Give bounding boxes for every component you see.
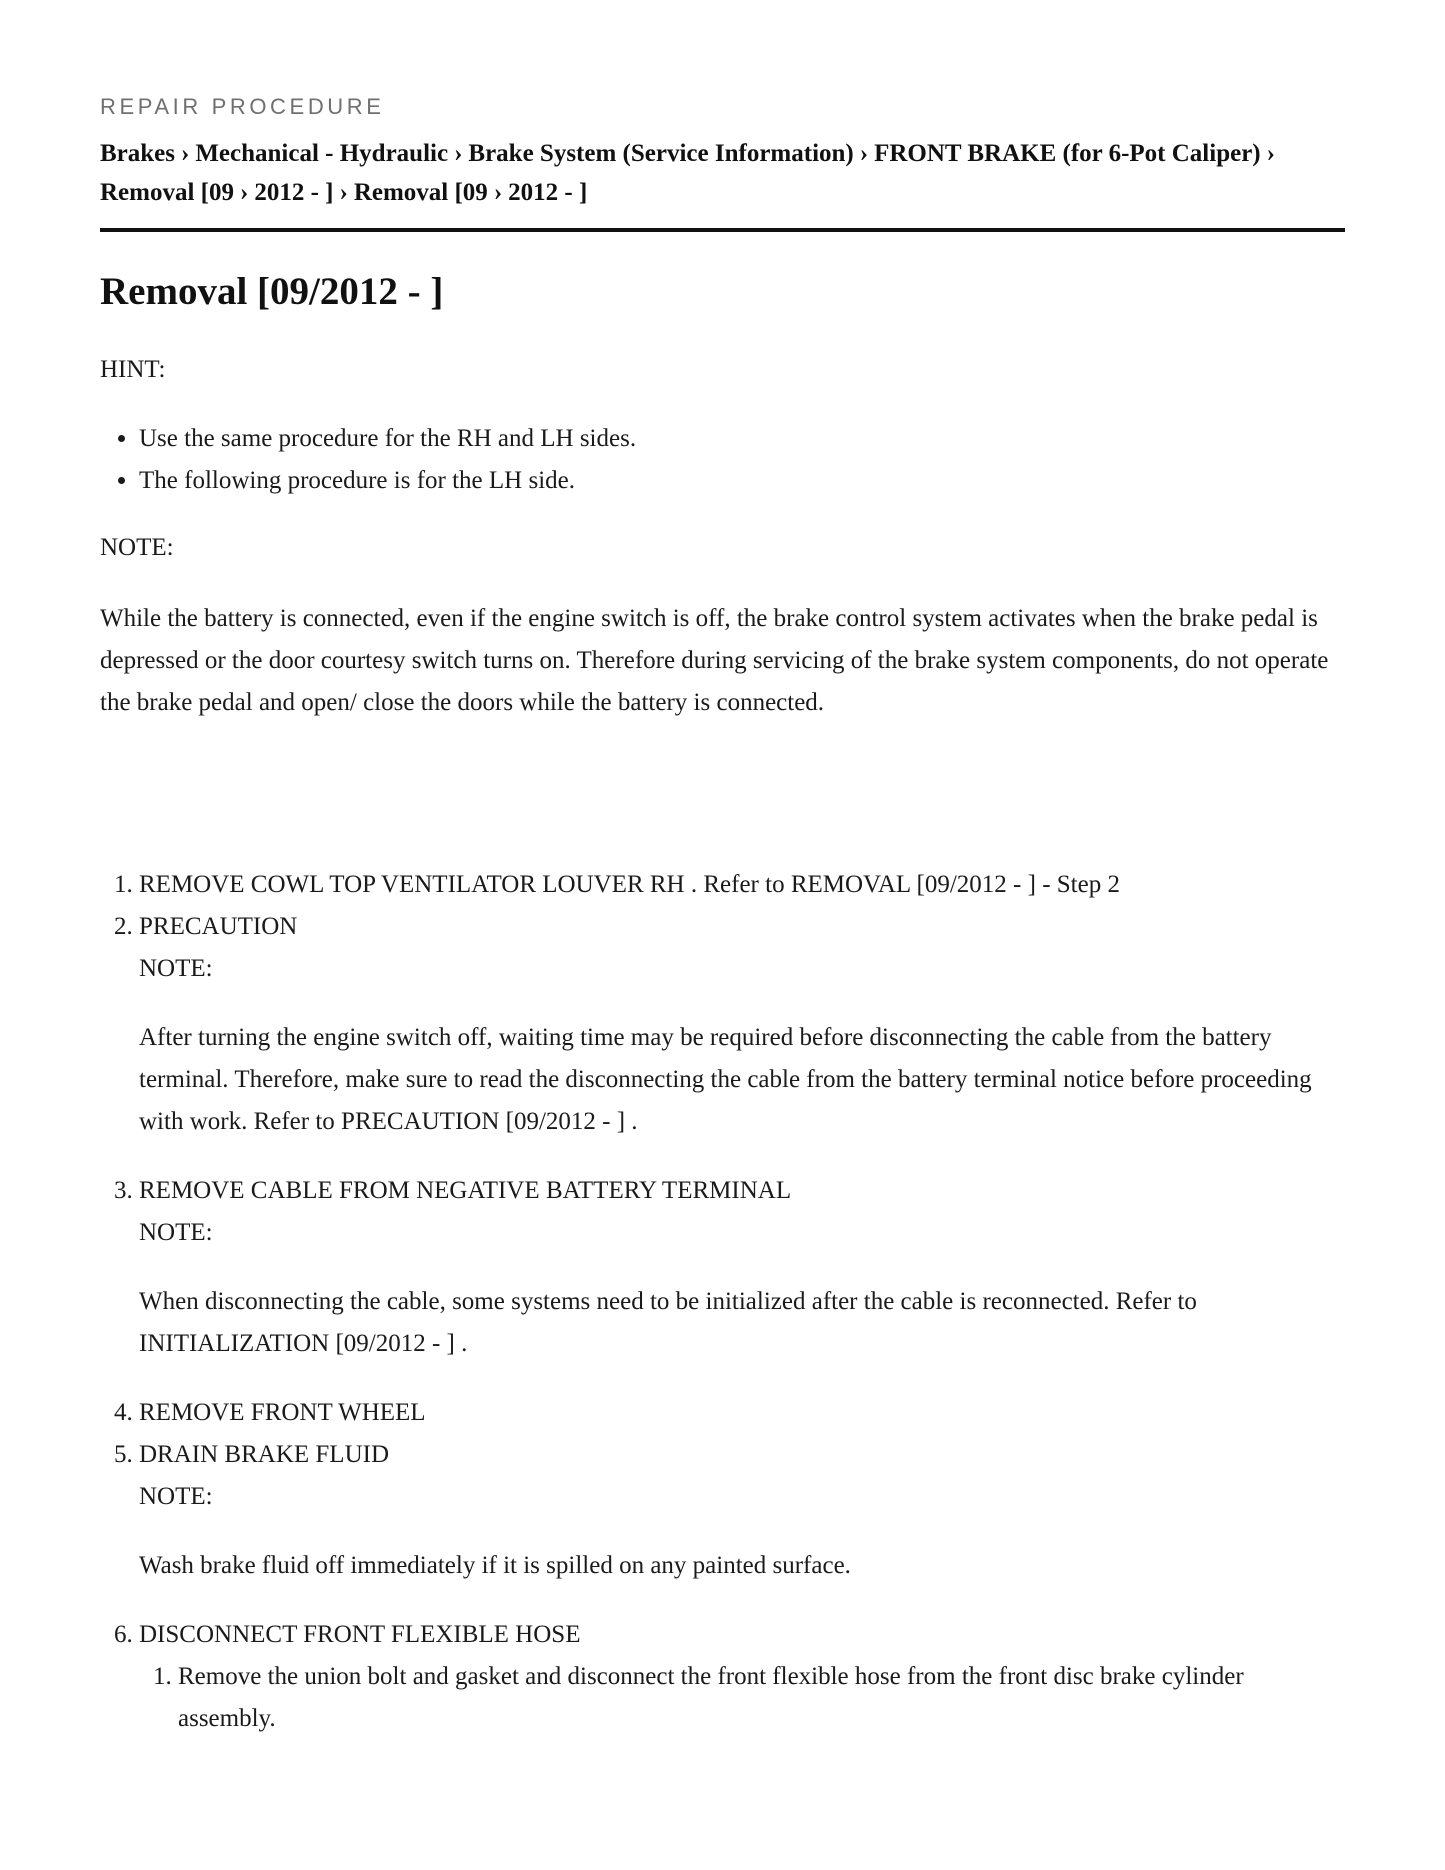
hint-label: HINT: xyxy=(100,356,166,383)
note-text: While the battery is connected, even if the engine switch is off, the brake control system activates when the brake pedal is depressed or the door courtesy switch turns on. Therefore during servicing of the brake system components, do not operate the brake pedal and open/ close the doors while the battery is connected. xyxy=(100,605,1329,716)
page-title: Removal [09/2012 - ] xyxy=(100,270,444,313)
step-note-label: NOTE: xyxy=(139,1483,213,1510)
step-item xyxy=(139,1614,1345,1740)
step-item xyxy=(139,906,1345,1143)
step-note-label: NOTE: xyxy=(139,955,213,982)
substep-item: 1. Remove the union bolt and gasket and disconnect the front flexible hose from the front disc brake cylinder assembly. xyxy=(178,1656,1345,1740)
breadcrumb-separator: › xyxy=(1266,140,1275,167)
step-item xyxy=(139,1434,1345,1587)
breadcrumb-separator: › xyxy=(339,179,348,206)
step-title: REMOVE FRONT WHEEL xyxy=(139,1399,426,1426)
step-note-text: When disconnecting the cable, some systems need to be initialized after the cable is reconnected. Refer to INITIALIZATION [09/2012 - ] . xyxy=(139,1288,1197,1357)
document-page xyxy=(100,92,1345,1740)
step-title: REMOVE COWL TOP VENTILATOR LOUVER RH . Refer to REMOVAL [09/2012 - ] - Step 2 xyxy=(139,871,1120,898)
breadcrumb-item[interactable]: Mechanical - Hydraulic xyxy=(195,140,449,167)
step-title: REMOVE CABLE FROM NEGATIVE BATTERY TERMINAL xyxy=(139,1177,792,1204)
breadcrumb-separator: › xyxy=(493,179,503,206)
step-title: PRECAUTION xyxy=(139,913,298,940)
step-title: DRAIN BRAKE FLUID xyxy=(139,1441,389,1468)
hint-list xyxy=(100,418,1345,502)
step-item xyxy=(139,1392,1345,1434)
breadcrumb-item[interactable]: 2012 - ] xyxy=(508,179,588,206)
step-note-text: Wash brake fluid off immediately if it is spilled on any painted surface. xyxy=(139,1552,851,1579)
hint-item: • Use the same procedure for the RH and LH sides. xyxy=(139,418,1345,460)
note-label: NOTE: xyxy=(100,534,174,561)
breadcrumb-item[interactable]: Brake System (Service Information) xyxy=(468,140,854,167)
breadcrumb-item[interactable]: 2012 - ] xyxy=(254,179,334,206)
breadcrumb-separator: › xyxy=(454,140,463,167)
header-divider xyxy=(100,228,1345,232)
breadcrumb-separator: › xyxy=(181,140,190,167)
step-item xyxy=(139,1170,1345,1365)
breadcrumb-separator: › xyxy=(859,140,869,167)
breadcrumb xyxy=(100,134,1345,212)
breadcrumb-item[interactable]: Brakes xyxy=(100,140,175,167)
procedure-steps xyxy=(100,864,1345,1740)
step-title: DISCONNECT FRONT FLEXIBLE HOSE xyxy=(139,1621,581,1648)
breadcrumb-item[interactable]: FRONT BRAKE (for 6-Pot Caliper) xyxy=(874,140,1261,167)
hint-item: • The following procedure is for the LH side. xyxy=(139,460,1345,502)
section-eyebrow: REPAIR PROCEDURE xyxy=(100,94,385,119)
breadcrumb-item[interactable]: Removal [09 xyxy=(353,179,488,206)
breadcrumb-separator: › xyxy=(240,179,249,206)
step-item xyxy=(139,864,1345,906)
substep-list xyxy=(139,1656,1345,1740)
step-note-label: NOTE: xyxy=(139,1219,213,1246)
step-note-text: After turning the engine switch off, waiting time may be required before disconnecting the cable from the battery terminal. Therefore, make sure to read the disconnecting the cable from the battery terminal notice before proceeding with work. Refer to PRECAUTION [09/2012 - ] . xyxy=(139,1024,1312,1135)
breadcrumb-item[interactable]: Removal [09 xyxy=(100,179,234,206)
